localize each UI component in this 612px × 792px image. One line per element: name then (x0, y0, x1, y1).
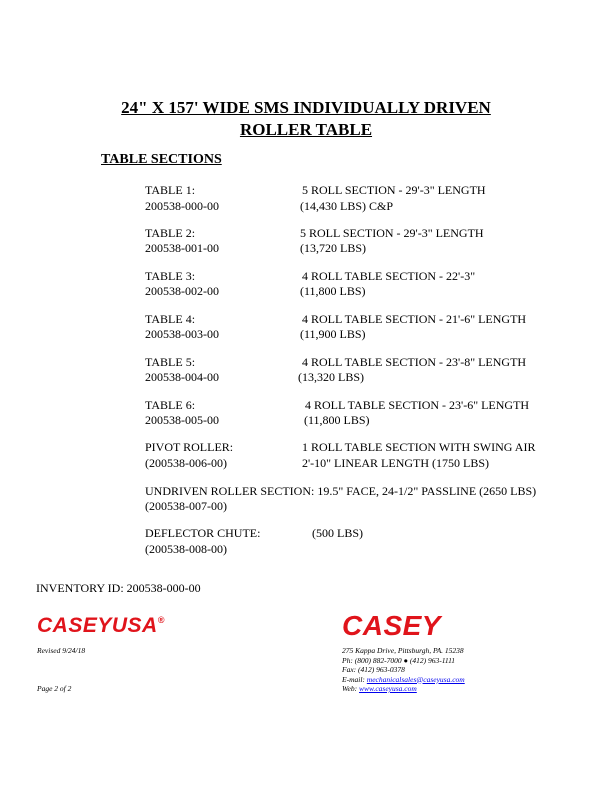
entry-part: 200538-002-00 (145, 284, 219, 298)
entry-weight: (14,430 LBS) C&P (300, 199, 394, 213)
entry-name: TABLE 1: (145, 183, 196, 197)
entry-name: TABLE 3: (145, 269, 196, 283)
entry-name: PIVOT ROLLER: (145, 440, 234, 454)
deflector-weight: (500 LBS) (312, 526, 363, 540)
casey-logo: CASEY (342, 610, 441, 641)
web-line: Web: www.caseyusa.com (342, 684, 417, 693)
entry-weight: 2'-10" LINEAR LENGTH (1750 LBS) (302, 456, 490, 470)
inventory-id: INVENTORY ID: 200538-000-00 (36, 581, 201, 595)
caseyusa-logo: CASEYUSA® (37, 614, 165, 637)
document-title-line2: ROLLER TABLE (239, 120, 373, 139)
undriven-line: UNDRIVEN ROLLER SECTION: 19.5" FACE, 24-1/2" PASSLINE (2650 LBS) (145, 484, 537, 498)
email-line: E-mail: mechanicalsales@caseyusa.com (342, 674, 465, 684)
deflector-name: DEFLECTOR CHUTE: (145, 526, 261, 540)
entry-desc: 4 ROLL TABLE SECTION - 23'-8" LENGTH (302, 355, 527, 369)
entry-part: 200538-003-00 (145, 327, 219, 341)
page-number: Page 2 of 2 (37, 684, 72, 693)
fax: Fax: (412) 963-0378 (342, 665, 405, 674)
section-heading: TABLE SECTIONS (101, 152, 222, 167)
deflector-part: (200538-008-00) (145, 542, 227, 556)
entry-desc: 4 ROLL TABLE SECTION - 21'-6" LENGTH (302, 312, 527, 326)
entry-desc: 4 ROLL TABLE SECTION - 23'-6" LENGTH (305, 398, 530, 412)
entry-name: TABLE 2: (145, 226, 196, 240)
entry-part: 200538-004-00 (145, 370, 219, 384)
undriven-part: (200538-007-00) (145, 499, 227, 513)
entry-desc: 5 ROLL SECTION - 29'-3" LENGTH (300, 226, 484, 240)
entry-weight: (13,320 LBS) (298, 370, 364, 384)
entry-weight: (11,800 LBS) (304, 413, 370, 427)
revised-date: Revised 9/24/18 (37, 646, 86, 655)
entry-name: TABLE 5: (145, 355, 196, 369)
entry-weight: (11,900 LBS) (300, 327, 366, 341)
email-link[interactable]: mechanicalsales@caseyusa.com (366, 674, 465, 684)
entry-name: TABLE 6: (145, 398, 196, 412)
entry-desc: 5 ROLL SECTION - 29'-3" LENGTH (302, 183, 486, 197)
web-link[interactable]: www.caseyusa.com (359, 684, 417, 693)
entry-weight: (13,720 LBS) (300, 241, 366, 255)
entry-desc: 4 ROLL TABLE SECTION - 22'-3" (302, 269, 476, 283)
document-title-line1: 24" X 157' WIDE SMS INDIVIDUALLY DRIVEN (121, 98, 491, 117)
entry-weight: (11,800 LBS) (300, 284, 366, 298)
phone: Ph: (800) 882-7000 ● (412) 963-1111 (342, 655, 456, 665)
entry-part: 200538-005-00 (145, 413, 219, 427)
entry-desc: 1 ROLL TABLE SECTION WITH SWING AIR (302, 440, 536, 454)
entry-name: TABLE 4: (145, 312, 196, 326)
entry-part: 200538-001-00 (145, 241, 219, 255)
address: 275 Kappa Drive, Pittsburgh, PA. 15238 (342, 646, 464, 655)
entry-part: (200538-006-00) (145, 456, 227, 470)
entry-part: 200538-000-00 (145, 199, 219, 213)
